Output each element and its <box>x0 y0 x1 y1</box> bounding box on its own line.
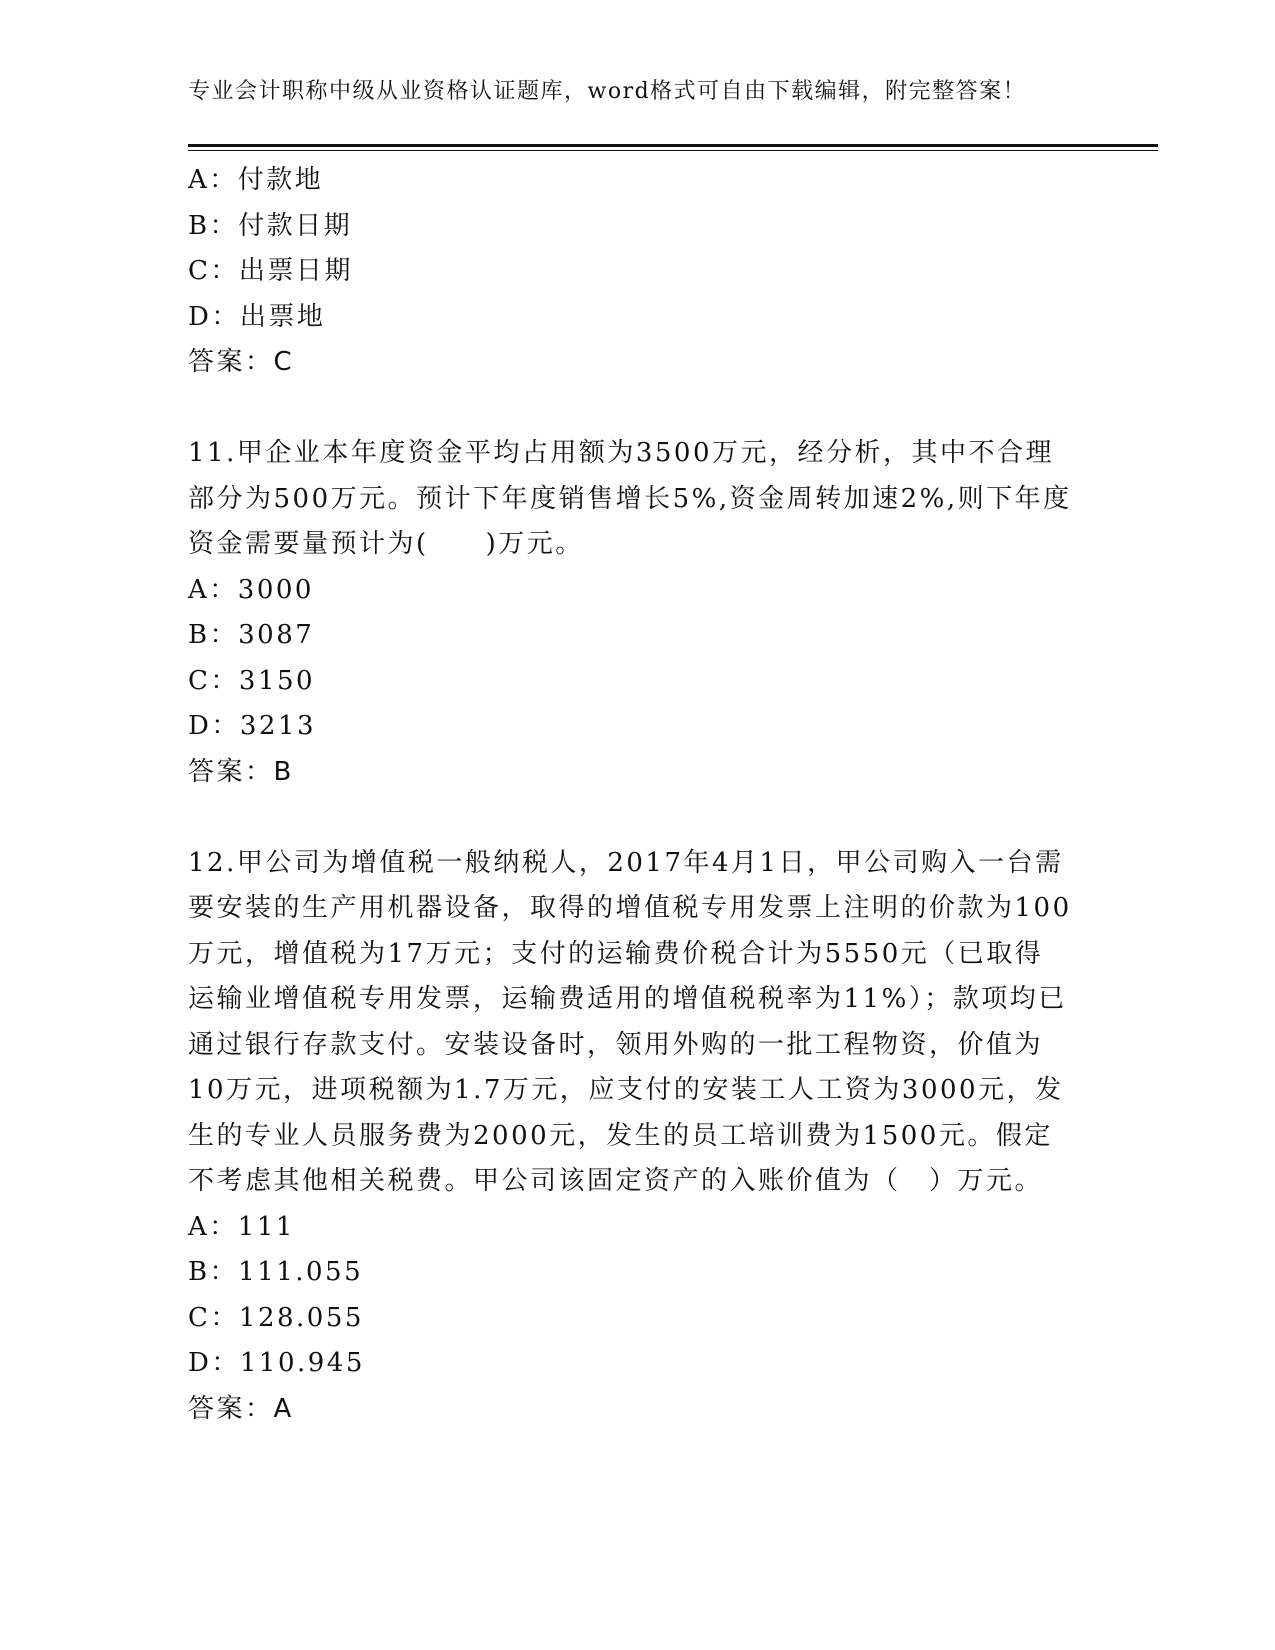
option-letter: B： <box>188 620 239 650</box>
option-text: 3000 <box>237 574 314 605</box>
option-text: 出票地 <box>239 301 326 332</box>
header-rule-thin <box>188 150 1158 151</box>
option-a <box>188 158 1088 204</box>
option-b <box>188 613 1088 659</box>
option-text: 128.055 <box>238 1302 364 1333</box>
option-letter: A： <box>188 1211 238 1242</box>
question-text-line: 生的专业人员服务费为2000元，发生的员工培训费为1500元。假定 <box>188 1120 1053 1151</box>
document-body <box>188 158 1088 1432</box>
option-c <box>188 1296 1088 1342</box>
spacer <box>188 795 1088 841</box>
page-header: 专业会计职称中级从业资格认证题库，word格式可自由下载编辑，附完整答案！ <box>188 79 1027 104</box>
answer-line: 答案：A <box>188 1393 294 1424</box>
option-letter: A： <box>188 574 238 605</box>
answer-line: 答案：C <box>188 347 295 377</box>
spacer <box>188 386 1088 432</box>
option-letter: A： <box>188 165 238 195</box>
option-text: 付款日期 <box>238 210 353 241</box>
header-rule-thick <box>188 144 1158 147</box>
option-d <box>188 704 1088 750</box>
answer-line: 答案：B <box>188 756 294 787</box>
question-text-line: 不考虑其他相关税费。甲公司该固定资产的入账价值为（ ）万元。 <box>188 1166 1044 1196</box>
question-text-line: 12.甲公司为增值税一般纳税人，2017年4月1日，甲公司购入一台需 <box>188 847 1064 878</box>
question-text-line: 要安装的生产用机器设备，取得的增值税专用发票上注明的价款为100 <box>188 893 1072 923</box>
question-11 <box>188 431 1088 795</box>
option-text: 付款地 <box>237 165 324 195</box>
option-letter: B： <box>188 210 239 241</box>
option-b <box>188 1250 1088 1296</box>
question-text-line: 部分为500万元。预计下年度销售增长5%,资金周转加速2%,则下年度 <box>188 483 1072 514</box>
option-c <box>188 659 1088 705</box>
option-letter: D： <box>188 301 240 332</box>
option-letter: B： <box>188 1257 239 1287</box>
option-d <box>188 295 1088 341</box>
option-letter: C： <box>188 1302 239 1333</box>
option-text: 3213 <box>239 711 317 741</box>
option-d <box>188 1341 1088 1387</box>
question-text-line: 运输业增值税专用发票，运输费适用的增值税税率为11%）；款项均已 <box>188 984 1067 1014</box>
option-text: 3087 <box>238 620 315 650</box>
option-text: 3150 <box>238 665 316 696</box>
question-text-line: 10万元，进项税额为1.7万元，应支付的安装工人工资为3000元，发 <box>188 1075 1064 1105</box>
option-a <box>188 568 1088 614</box>
option-text: 110.945 <box>239 1348 365 1378</box>
option-b <box>188 204 1088 250</box>
option-letter: D： <box>188 711 240 741</box>
question-text-line: 资金需要量预计为( )万元。 <box>188 529 584 559</box>
option-letter: C： <box>188 665 239 696</box>
option-c <box>188 249 1088 295</box>
question-12 <box>188 841 1088 1433</box>
option-text: 111 <box>237 1211 295 1242</box>
question-text-line: 通过银行存款支付。安装设备时，领用外购的一批工程物资，价值为 <box>188 1029 1044 1060</box>
option-letter: C： <box>188 256 239 286</box>
option-text: 111.055 <box>238 1257 364 1287</box>
option-text: 出票日期 <box>238 256 353 286</box>
question-text-line: 11.甲企业本年度资金平均占用额为3500万元，经分析，其中不合理 <box>188 438 1055 468</box>
option-a <box>188 1205 1088 1251</box>
prev-question-options <box>188 158 1088 386</box>
option-letter: D： <box>188 1348 240 1378</box>
question-text-line: 万元，增值税为17万元；支付的运输费价税合计为5550元（已取得 <box>188 938 1044 969</box>
